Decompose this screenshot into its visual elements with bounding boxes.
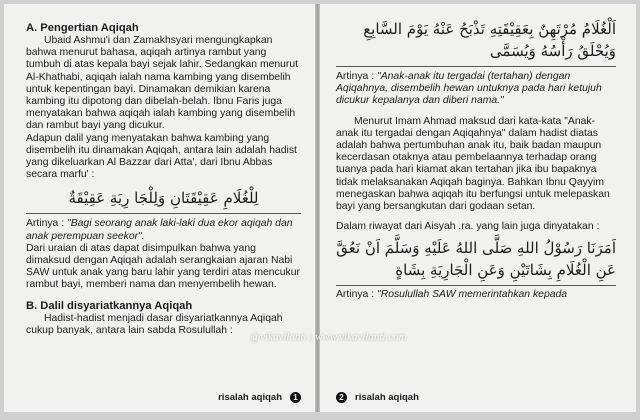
watermark: @vikavilanti | www.vikavilanti.com [250,331,407,343]
page-number: 1 [290,392,301,403]
divider [336,285,616,286]
paragraph: Adapun dalil yang menyatakan bahwa kambing yang disembelih itu dinamakan Aqiqah, antara lain adalah hadist yang dikeluarkan Al Bazzar dari Atta', dari Ibnu Abbas secara marfu' : [26,132,297,181]
arabic-hadith: لِلْغُلَامِ عَقِيْقَتَانِ وَلِلْجَا رِيَةِ عَقِيْقَةٌ [68,189,259,208]
arabic-hadith: اَلْغُلَامُ مُرْتَهِنٌ بِعَقِيْقَتِهِ تَذْبَحُ عَنْهُ يَوْمَ السَّابِعِ [363,20,616,38]
divider [336,66,616,67]
translation-label: Artinya : [336,289,375,301]
arabic-hadith: عَنِ الْغُلَامِ بِشَاتَيْنِ وَعَنِ الْجَارِيَةِ بِشَاةٍ [395,261,616,280]
translation [336,71,616,108]
translation [336,289,616,301]
translation-text: "Anak-anak itu tergadai (tertahan) dengan Aqiqahnya, disembelih hewan untuknya pada hari ketujuh dicukur kepalanya dan diberi nama." [336,71,602,107]
footer-title: risalah aqiqah [355,391,419,403]
paragraph: Hadist-hadist menjadi dasar disyariatkannya Aqiqah cukup banyak, antara lain sabda Rosulullah : [26,312,283,336]
page-footer [218,392,301,404]
divider [26,213,301,214]
translation-text: "Bagi seorang anak laki-laki dua ekor aqiqah dan anak perempuan seekor". [26,218,293,242]
translation-label: Artinya : [26,218,65,230]
arabic-hadith: اَمَرَنَا رَسُوْلُ اللهِ صَلَّى اللهُ عَلَيْهِ وَسَلَّمَ اَنْ نَعُقَّ [336,239,616,258]
translation-label: Artinya : [336,71,375,82]
translation-text: "Rosulullah SAW memerintahkan kepada [377,289,568,301]
page-footer [336,392,419,404]
left-page [4,4,315,412]
heading-pengertian: A. Pengertian Aqiqah [26,22,139,34]
arabic-hadith: وَيُحْلَقُ رَأْسُهُ وَيُسَمَّى [489,42,616,60]
right-page [320,4,636,412]
footer-title: risalah aqiqah [218,391,282,403]
paragraph: Dari uraian di atas dapat disimpulkan bahwa yang dimaksud dengan Aqiqah adalah serangkaian ajaran Nabi SAW untuk anak yang baru lahir yang terdiri atas mencukur rambut bayi, memberi nama dan menyembelih hewan. [26,242,300,291]
translation [26,218,301,242]
paragraph: Dalam riwayat dari Aisyah .ra. yang lain juga dinyatakan : [336,221,600,233]
heading-dalil: B. Dalil disyariatkannya Aqiqah [26,299,193,312]
page-number: 2 [336,392,347,403]
paragraph: Menurut Imam Ahmad maksud dari kata-kata "Anak-anak itu tergadai dengan Aqiqahnya" dalam hadist diatas adalah bahwa pertumbuhan anak itu, baik badan maupun kecerdasan otaknya atau pembelaannya terhadap orang tuanya pada hari kiamat akan tertahan jika ibu bapaknya tidak melaksanakan Aqiqah baginya. Bahkan Ibnu Qayyim menegaskan bahwa aqiqah itu berfungsi untuk melepaskan bayi yang bersangkutan dari godaan setan. [336,115,610,213]
paragraph: Ubaid Ashmu'i dan Zamakhsyari mengungkapkan bahwa menurut bahasa, aqiqah artinya rambut yang tumbuh di atas kepala bayi sejak lahir. Sedangkan menurut Al-Khathabi, aqiqah ialah nama kambing yang disembelih untuk kepentingan bayi. Dinamakan demikian karena kambing itu dipotong dan dibelah-belah. Ibnu Faris juga menyatakan bahwa aqiqah ialah kambing yang disembelih dan rambut bayi yang dicukur. [26,35,299,132]
